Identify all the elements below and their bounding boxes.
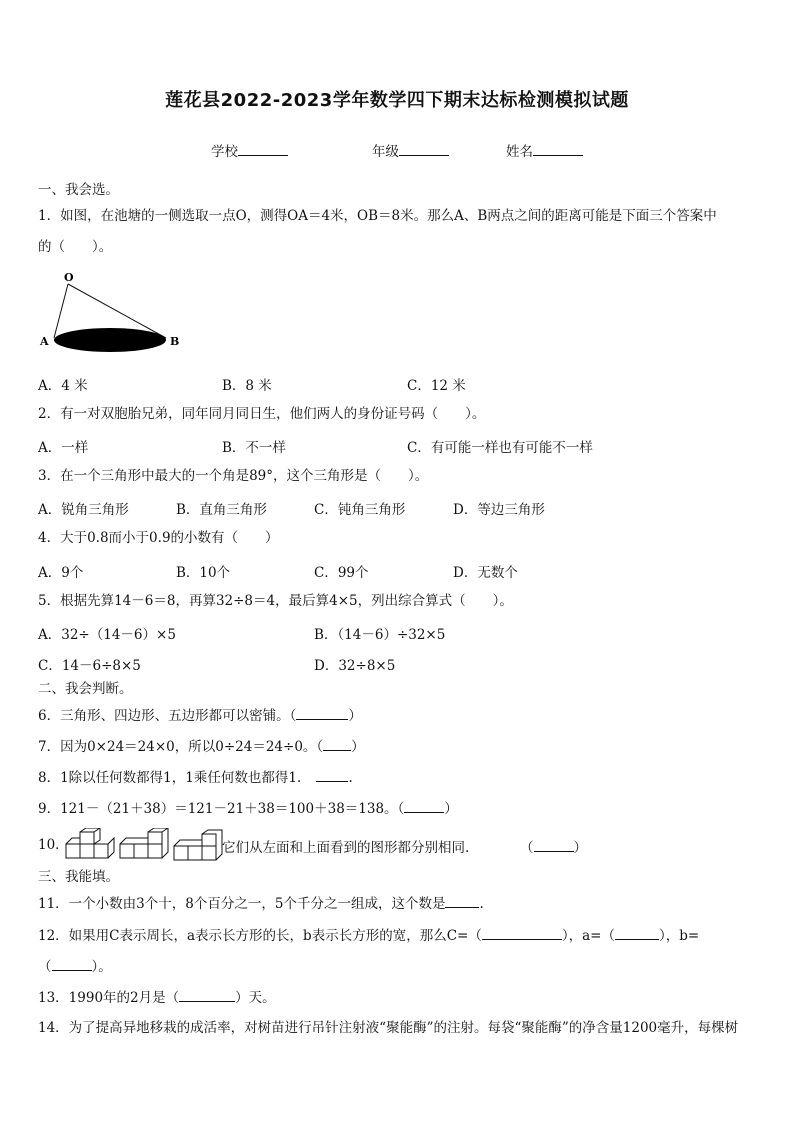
q7-answer-blank[interactable] bbox=[323, 737, 351, 751]
q2-option-c[interactable]: C．有可能一样也有可能不一样 bbox=[407, 440, 593, 456]
name-field[interactable] bbox=[506, 140, 583, 160]
q9-close: ） bbox=[444, 801, 458, 817]
grade-blank[interactable] bbox=[399, 143, 449, 156]
pond-ellipse bbox=[54, 328, 166, 352]
question-5-text: 5．根据先算14－6＝8，再算32÷8＝4，最后算4×5，列出综合算式（ ）。 bbox=[38, 593, 513, 609]
q8-answer-blank[interactable] bbox=[316, 768, 348, 782]
name-blank[interactable] bbox=[533, 143, 583, 156]
q11-end: . bbox=[479, 896, 484, 912]
page-title: 莲花县2022-2023学年数学四下期末达标检测模拟试题 bbox=[165, 90, 629, 111]
cube-group-2 bbox=[120, 828, 168, 858]
question-8 bbox=[38, 768, 760, 787]
cube-group-3 bbox=[174, 830, 222, 860]
question-9-text: 9．121－（21＋38）＝121－21＋38＝100＋38＝138。（ bbox=[38, 801, 405, 817]
question-14-text: 14．为了提高异地移栽的成活率，对树苗进行吊针注射液“聚能酶”的注射。每袋“聚能酶”的净含量1200毫升，每棵树 bbox=[38, 1020, 739, 1036]
question-11-text: 11．一个小数由3个十，8个百分之一，5个千分之一组成，这个数是 bbox=[38, 896, 446, 912]
q4-option-a[interactable]: A．9个 bbox=[38, 565, 84, 581]
point-b-label: B bbox=[170, 335, 180, 348]
school-field[interactable] bbox=[211, 140, 288, 160]
q7-close: ） bbox=[351, 739, 365, 755]
grade-field[interactable] bbox=[372, 140, 449, 160]
q11-answer-blank[interactable] bbox=[445, 894, 479, 908]
q10-answer-blank[interactable] bbox=[534, 838, 574, 852]
section-heading: 二、我会判断。 bbox=[38, 681, 133, 697]
q12-close: ）。 bbox=[91, 959, 112, 975]
question-11 bbox=[38, 894, 760, 913]
q12-a-blank[interactable] bbox=[615, 926, 659, 940]
q1-option-a[interactable]: A．4 米 bbox=[38, 378, 88, 394]
question-1-text: 1．如图，在池塘的一侧选取一点O，测得OA＝4米，OB＝8米。那么A、B两点之间的距离可能是下面三个答案中 bbox=[38, 208, 717, 224]
point-o-label: O bbox=[64, 271, 74, 284]
question-9 bbox=[38, 799, 760, 818]
pond-figure bbox=[36, 268, 186, 358]
q10-close: ） bbox=[573, 840, 587, 856]
q6-answer-blank[interactable] bbox=[296, 706, 348, 720]
q5-option-d[interactable]: D．32÷8×5 bbox=[314, 658, 396, 674]
cube-group-1 bbox=[66, 828, 114, 858]
school-label: 学校 bbox=[211, 144, 238, 160]
q5-option-c[interactable]: C．14－6÷8×5 bbox=[38, 658, 141, 674]
q4-option-b[interactable]: B．10个 bbox=[176, 565, 231, 581]
question-6-text: 6．三角形、四边形、五边形都可以密铺。（ bbox=[38, 708, 297, 724]
question-12-cont bbox=[38, 957, 760, 976]
question-8-text: 8．1除以任何数都得1，1乘任何数也都得1． bbox=[38, 770, 311, 786]
point-a-label: A bbox=[40, 335, 49, 348]
q1-option-b[interactable]: B．8 米 bbox=[222, 378, 272, 394]
question-4-text: 4．大于0.8而小于0.9的小数有（ ） bbox=[38, 530, 279, 546]
question-2-text: 2．有一对双胞胎兄弟，同年同月同日生，他们两人的身份证号码（ ）。 bbox=[38, 406, 486, 422]
cube-figures bbox=[64, 828, 224, 864]
question-12 bbox=[38, 926, 760, 945]
question-10-answer bbox=[520, 836, 587, 856]
grade-label: 年级 bbox=[372, 144, 399, 160]
q2-option-a[interactable]: A．一样 bbox=[38, 440, 89, 456]
q12-a-label: ），a=（ bbox=[561, 928, 615, 944]
q12-b-blank[interactable] bbox=[52, 957, 92, 971]
q4-option-c[interactable]: C．99个 bbox=[314, 565, 369, 581]
q6-close: ） bbox=[348, 708, 362, 724]
question-1-text-cont: 的（ ）。 bbox=[38, 239, 113, 255]
section-heading: 一、我会选。 bbox=[38, 182, 119, 198]
question-13 bbox=[38, 988, 760, 1007]
question-7-text: 7．因为0×24＝24×0，所以0÷24＝24÷0。（ bbox=[38, 739, 324, 755]
school-blank[interactable] bbox=[238, 143, 288, 156]
name-label: 姓名 bbox=[506, 144, 533, 160]
q13-answer-blank[interactable] bbox=[179, 988, 235, 1002]
q3-option-d[interactable]: D．等边三角形 bbox=[453, 502, 545, 518]
question-7 bbox=[38, 737, 760, 756]
q5-option-b[interactable]: B．（14－6）÷32×5 bbox=[314, 627, 446, 643]
q3-option-c[interactable]: C．钝角三角形 bbox=[314, 502, 406, 518]
q3-option-a[interactable]: A．锐角三角形 bbox=[38, 502, 129, 518]
question-13-text: 13．1990年的2月是（ bbox=[38, 990, 180, 1006]
q4-option-d[interactable]: D．无数个 bbox=[453, 565, 518, 581]
question-6 bbox=[38, 706, 760, 725]
q1-option-c[interactable]: C．12 米 bbox=[407, 378, 466, 394]
q8-end: . bbox=[348, 770, 353, 786]
q5-option-a[interactable]: A．32÷（14－6）×5 bbox=[38, 627, 176, 643]
question-3-text: 3．在一个三角形中最大的一个角是89°，这个三角形是（ ）。 bbox=[38, 468, 429, 484]
question-10-text: 它们从左面和上面看到的图形都分别相同. bbox=[222, 840, 470, 856]
q13-end: ）天。 bbox=[235, 990, 276, 1006]
q10-open: （ bbox=[520, 840, 534, 856]
q12-open: （ bbox=[38, 959, 52, 975]
question-10-number: 10． bbox=[38, 837, 69, 853]
section-heading: 三、我能填。 bbox=[38, 869, 119, 885]
q12-b-label: ），b= bbox=[658, 928, 700, 944]
q2-option-b[interactable]: B．不一样 bbox=[222, 440, 286, 456]
question-12-text: 12．如果用C表示周长，a表示长方形的长，b表示长方形的宽，那么C=（ bbox=[38, 928, 482, 944]
q9-answer-blank[interactable] bbox=[404, 799, 444, 813]
q3-option-b[interactable]: B．直角三角形 bbox=[176, 502, 267, 518]
q12-c-blank[interactable] bbox=[482, 926, 562, 940]
segment-oa bbox=[54, 284, 68, 338]
